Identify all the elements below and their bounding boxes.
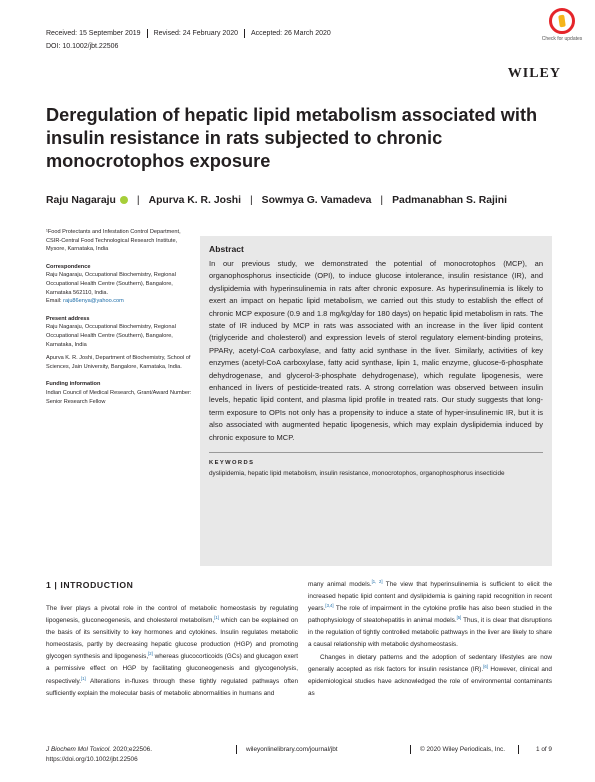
- received-date: Received: 15 September 2019: [46, 30, 141, 37]
- abstract-heading: Abstract: [209, 244, 244, 254]
- journal-name: J Biochem Mol Toxicol.: [46, 746, 112, 753]
- intro-text: which can be explained on the basis of its sensitivity to key hormones and cytokines. Insulin regulates metabolic homeostasis, partly by decreasing hepatic glucose production (HGP) and promoting glycogen synthesis and lipogenesis,: [46, 617, 298, 661]
- email-label: Email:: [46, 298, 64, 305]
- present-address-2: Apurva K. R. Joshi, Department of Biochemistry, School of Sciences, Jain University, Bangalore, Karnataka, India.: [46, 355, 191, 370]
- abstract-text: In our previous study, we demonstrated the potential of monocrotophos (MCP), an organophosphorus insecticide (OPI), to induce glucose intolerance, insulin resistance (IR), and dyslipidemia with hyperinsulinemia in rats after chronic exposure. As hyperinsulinemia is likely to exert an impact on hepatic lipid metabolism, we carried out this study to establish the effect of chronic MCP exposure (0.9 and 1.8 mg/kg/day for 180 days) on hepatic lipid metabolism in rats. The state of IR induced by MCP in rats was associated with an increase in the liver lipid content (triglyceride and cholesterol) and expression levels of sterol regulatory element-binding proteins, PPARγ, acetyl-CoA carboxylase, and fatty acid synthase in the liver. Similarly, activities of key enzymes (acetyl-CoA carboxylase, fatty acid synthase, lipin 1, malic enzyme, glucose-6-phosphate dehydrogenase, and glycerol-3-phosphate dehydrogenase), which regulate lipogenesis, were enhanced in livers of pesticide-treated rats. A strong correlation was observed between insulin levels, hepatic lipid content, and plasma lipid profile in treated rats. Our study suggests that long-term exposure to OPIs not only has a propensity to induce a state of hyper-insulinemic IR, but it is also associated with augmented hepatic lipogenesis, which may explain dyslipidemia induced by chronic exposure to MCP.: [209, 259, 543, 442]
- publisher-logo: WILEY: [507, 66, 561, 81]
- crossmark-icon: [549, 8, 575, 34]
- footer-divider: [236, 745, 237, 754]
- citation-link[interactable]: [5]: [456, 615, 462, 621]
- author-divider: |: [380, 195, 384, 206]
- page-number: 1 of 9: [536, 746, 552, 753]
- date-divider: [147, 29, 148, 38]
- intro-paragraph: [308, 579, 552, 652]
- article-title: Deregulation of hepatic lipid metabolism associated with insulin resistance in rats subjected to chronic monocrotophos exposure: [46, 105, 538, 171]
- copyright: © 2020 Wiley Periodicals, Inc.: [420, 746, 505, 753]
- funding-text: Indian Council of Medical Research, Grant/Award Number: Senior Research Fellow: [46, 389, 192, 405]
- article-sidebar: [46, 228, 196, 415]
- intro-paragraph: [308, 652, 552, 700]
- keywords-divider: [209, 452, 543, 453]
- citation-link[interactable]: [1]: [81, 675, 86, 681]
- journal-site-link[interactable]: wileyonlinelibrary.com/journal/jbt: [246, 746, 338, 753]
- abstract-box: [200, 236, 552, 566]
- footer-divider: [518, 745, 519, 754]
- intro-text: The view that hyperinsulinemia is sufficient to elicit the increased hepatic lipid content and dyslipidemia is gaining rapid recognition in recent years.: [308, 581, 552, 613]
- orcid-icon[interactable]: [120, 196, 128, 204]
- intro-text: The liver plays a pivotal role in the control of metabolic homeostasis by regulating lipogenesis, gluconeogenesis, and cholesterol metabolism,: [46, 605, 298, 625]
- author-name[interactable]: Raju Nagaraju: [46, 195, 116, 206]
- funding-heading: Funding information: [46, 381, 101, 388]
- citation-link[interactable]: [1, 2]: [371, 578, 383, 584]
- author-name[interactable]: Apurva K. R. Joshi: [148, 195, 241, 206]
- author-list: [46, 195, 507, 206]
- check-updates-label: Check for updates: [541, 36, 583, 42]
- correspondence-heading: Correspondence: [46, 263, 91, 270]
- author-name[interactable]: Padmanabhan S. Rajini: [392, 195, 508, 206]
- intro-text: Alterations in-fluxes through these tightly regulated pathways often sufficiently explain the molecular basis of metabolic abnormalities in humans and: [46, 677, 298, 697]
- doi-link[interactable]: https://doi.org/10.1002/jbt.22506: [46, 756, 138, 763]
- author-divider: |: [136, 195, 140, 206]
- date-divider: [244, 29, 245, 38]
- present-address-1: Raju Nagaraju, Occupational Biochemistry, Regional Occupational Health Centre (Southern), Bangalore, Karnataka, India: [46, 324, 176, 348]
- author-name[interactable]: Sowmya G. Vamadeva: [261, 195, 372, 206]
- citation-link[interactable]: [6]: [483, 663, 488, 669]
- present-address-heading: Present address: [46, 315, 90, 322]
- affiliation: ¹Food Protectants and Infestation Control Department, CSIR-Central Food Technological Research Institute, Mysore, Karnataka, India: [46, 229, 181, 253]
- email-line: [46, 297, 196, 306]
- correspondence-text: Raju Nagaraju, Occupational Biochemistry, Regional Occupational Health Centre (Southern), Bangalore, Karnataka 562110, India.: [46, 272, 176, 296]
- citation-link[interactable]: [1]: [214, 614, 219, 620]
- email-link[interactable]: raju86enya@yahoo.com: [63, 298, 124, 305]
- keywords-list: dyslipidemia, hepatic lipid metabolism, insulin resistance, monocrotophos, organophosphorus insecticide: [209, 470, 505, 478]
- citation-link[interactable]: [2]: [148, 651, 153, 657]
- intro-text: However, clinical and epidemiological studies have acknowledged the role of environmental contaminants as: [308, 665, 552, 697]
- author-divider: |: [249, 195, 253, 206]
- intro-right-column: [308, 579, 552, 700]
- journal-citation: [46, 746, 152, 753]
- journal-year: 2020;e22506.: [111, 746, 152, 753]
- intro-text: many animal models.: [308, 581, 372, 588]
- intro-text: The role of impairment in the cytokine profile has also been studied in the pathophysiology of steatohepatitis in animal models.: [308, 605, 552, 625]
- doi: DOI: 10.1002/jbt.22506: [46, 43, 119, 50]
- intro-text: Changes in dietary patterns and the adoption of sedentary lifestyles are now generally accepted as risk factors for insulin resistance (IR).: [308, 653, 552, 673]
- citation-link[interactable]: [3,4]: [325, 603, 334, 609]
- intro-text: whereas glucocorticoids (GCs) and glucagon exert a permissive effect on HGP by facilitating gluconeogenesis and glycogenolysis, respectively.: [46, 653, 298, 685]
- accepted-date: Accepted: 26 March 2020: [251, 30, 331, 37]
- keywords-heading: KEYWORDS: [209, 460, 255, 467]
- article-dates: [46, 29, 331, 38]
- intro-text: Thus, it is clear that disruptions in the regulation of tightly controlled metabolic pathways in the liver are likely to share a causal relationship with metabolic dyshomeostasis.: [308, 617, 552, 649]
- footer-divider: [410, 745, 411, 754]
- revised-date: Revised: 24 February 2020: [153, 30, 238, 37]
- intro-left-column: [46, 603, 298, 700]
- introduction-heading: 1 | INTRODUCTION: [46, 580, 134, 590]
- check-for-updates-badge[interactable]: [540, 8, 584, 54]
